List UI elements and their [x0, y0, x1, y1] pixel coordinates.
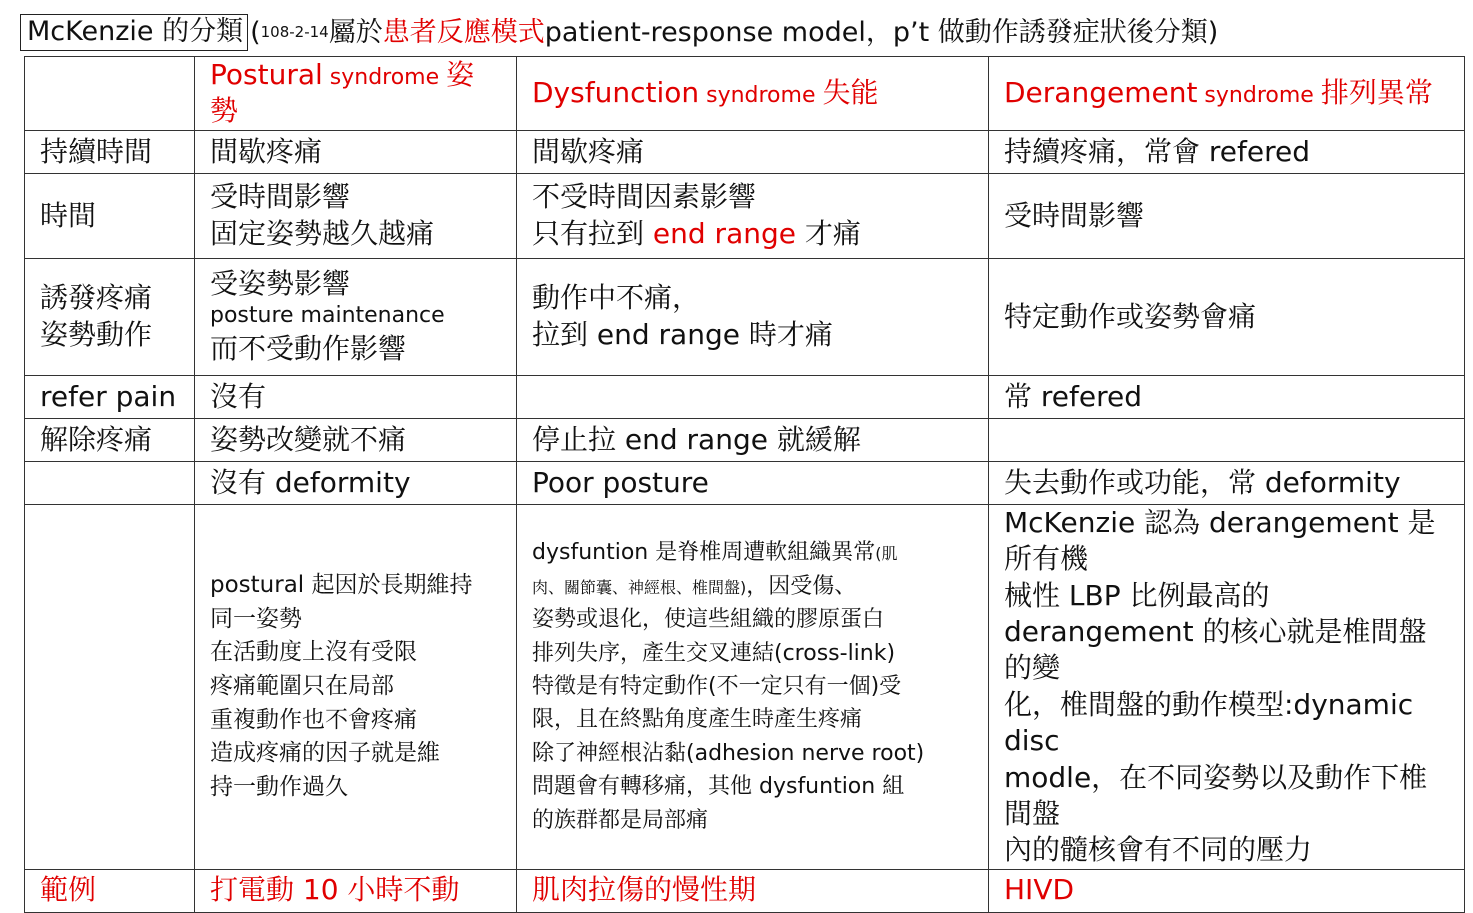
- row-label-trigger: 誘發疼痛 姿勢動作: [25, 258, 195, 375]
- table-row: [25, 130, 1465, 173]
- table-row: [25, 504, 1465, 869]
- cell-postural-deformity: 沒有 deformity: [195, 461, 517, 504]
- title-model-zh: 患者反應模式: [382, 16, 545, 48]
- title-belong: 屬於: [328, 16, 383, 48]
- header-postural: Postural syndrome 姿勢: [195, 57, 517, 131]
- table-row: [25, 418, 1465, 461]
- cell-derangement-refer: 常 refered: [989, 375, 1465, 418]
- cell-postural-duration: 間歇疼痛: [195, 130, 517, 173]
- cell-dysfunction-notes: dysfuntion 是脊椎周遭軟組織異常(肌 肉、關節囊、神經根、椎間盤)，因受傷、 姿勢或退化，使這些組織的膠原蛋白 排列失序，產生交叉連結(cross-link) 特徵是有特定動作(不一定只有一個)受 限，且在終點角度產生時產生疼痛 除了神經根沾黏(adhesion nerve root) 問題會有轉移痛，其他 dysfuntion 組 的族群都是局部痛: [517, 504, 989, 869]
- cell-dysfunction-relief: 停止拉 end range 就緩解: [517, 418, 989, 461]
- title-rest: patient-response model，p’t 做動作誘發症狀後分類): [544, 16, 1219, 48]
- header-derangement: Derangement syndrome 排列異常: [989, 57, 1465, 131]
- title-open-paren: (: [250, 16, 261, 48]
- header-dysfunction: Dysfunction syndrome 失能: [517, 57, 989, 131]
- cell-derangement-relief: [989, 418, 1465, 461]
- cell-dysfunction-example: 肌肉拉傷的慢性期: [517, 869, 989, 912]
- cell-postural-time: 受時間影響 固定姿勢越久越痛: [195, 173, 517, 258]
- cell-derangement-duration: 持續疼痛，常會 refered: [989, 130, 1465, 173]
- cell-derangement-deformity: 失去動作或功能，常 deformity: [989, 461, 1465, 504]
- header-empty-cell: [25, 57, 195, 131]
- cell-derangement-example: HIVD: [989, 869, 1465, 912]
- table-row: [25, 258, 1465, 375]
- cell-dysfunction-time: 不受時間因素影響 只有拉到 end range 才痛: [517, 173, 989, 258]
- row-label-refer: refer pain: [25, 375, 195, 418]
- row-label-relief: 解除疼痛: [25, 418, 195, 461]
- table-row: [25, 173, 1465, 258]
- page-title: [20, 10, 1218, 54]
- header-row: [25, 57, 1465, 131]
- cell-dysfunction-refer: [517, 375, 989, 418]
- cell-derangement-trigger: 特定動作或姿勢會痛: [989, 258, 1465, 375]
- cell-dysfunction-duration: 間歇疼痛: [517, 130, 989, 173]
- row-label-duration: 持續時間: [25, 130, 195, 173]
- cell-derangement-notes: McKenzie 認為 derangement 是所有機 械性 LBP 比例最高的 derangement 的核心就是椎間盤的變 化，椎間盤的動作模型:dynamic disc modle，在不同姿勢以及動作下椎間盤 內的髓核會有不同的壓力: [989, 504, 1465, 869]
- row-label-notes: [25, 504, 195, 869]
- row-label-example: 範例: [25, 869, 195, 912]
- row-label-deformity: [25, 461, 195, 504]
- cell-postural-trigger: 受姿勢影響 posture maintenance 而不受動作影響: [195, 258, 517, 375]
- title-boxed: McKenzie 的分類: [20, 14, 248, 51]
- cell-postural-notes: postural 起因於長期維持 同一姿勢 在活動度上沒有受限 疼痛範圍只在局部 重複動作也不會疼痛 造成疼痛的因子就是維 持一動作過久: [195, 504, 517, 869]
- mckenzie-table: [24, 56, 1465, 913]
- table-row: [25, 375, 1465, 418]
- cell-dysfunction-deformity: Poor posture: [517, 461, 989, 504]
- cell-postural-example: 打電動 10 小時不動: [195, 869, 517, 912]
- title-date: 108-2-14: [260, 22, 329, 41]
- cell-postural-refer: 沒有: [195, 375, 517, 418]
- cell-derangement-time: 受時間影響: [989, 173, 1465, 258]
- cell-postural-relief: 姿勢改變就不痛: [195, 418, 517, 461]
- row-label-time: 時間: [25, 173, 195, 258]
- table-row: [25, 869, 1465, 912]
- table-row: [25, 461, 1465, 504]
- cell-dysfunction-trigger: 動作中不痛， 拉到 end range 時才痛: [517, 258, 989, 375]
